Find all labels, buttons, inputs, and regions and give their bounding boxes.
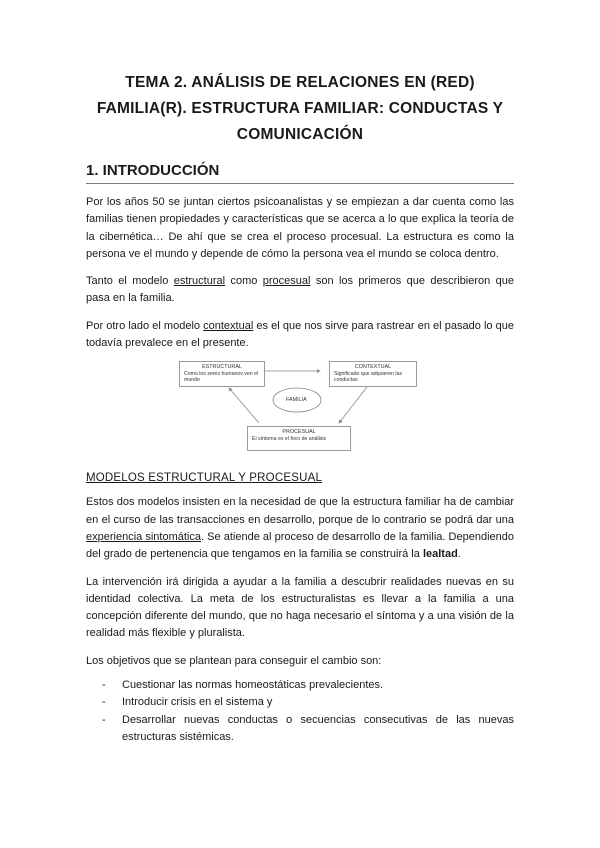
paragraph-3: [86, 318, 514, 353]
section-heading-modelos: MODELOS ESTRUCTURAL Y PROCESUAL: [86, 472, 323, 485]
procesual-text: El síntoma es el foco de análisis: [252, 435, 327, 442]
estructural-title: ESTRUCTURAL: [202, 364, 242, 371]
paragraph-2: [86, 273, 514, 308]
estructural-text: Como los seres humanos ven el mundo: [184, 370, 259, 384]
p2-underline-procesual: procesual: [262, 275, 311, 288]
paragraph-5: La intervención irá dirigida a ayudar a la familia a descubrir realidades nuevas en su identidad colectiva. La meta de los estructuralistas es llevar a la familia a una concepción diferente del mundo, que no haga necesario el síntoma y a una visión de la realidad más flexible y pluralista.: [86, 575, 514, 640]
contextual-text: Significado que adquieren las conductas: [334, 370, 403, 384]
list-item-text: Introducir crisis en el sistema y: [122, 696, 273, 709]
list-item-text: Cuestionar las normas homeostáticas prevalecientes.: [122, 679, 384, 692]
list-item: [86, 677, 514, 694]
title-line-3: COMUNICACIÓN: [236, 126, 364, 143]
paragraph-6: Los objetivos que se plantean para conseguir el cambio son:: [86, 654, 382, 667]
paragraph-4: [86, 494, 514, 563]
procesual-title: PROCESUAL: [282, 429, 316, 436]
title-line-1: TEMA 2. ANÁLISIS DE RELACIONES EN (RED): [125, 74, 475, 91]
p3-text-b: es el que nos sirve para rastrear en el pasado lo que todavía prevalece en el presente.: [86, 319, 514, 350]
paragraph-1: Por los años 50 se juntan ciertos psicoanalistas y se empiezan a dar cuenta como las familias tienen propiedades y características que se acerca a lo que explica la teoría de la cibernética… De ahí que se crea el proceso procesual. La estructura es como la persona ve el mundo y depende de cómo la persona vea el mundo se coloca dentro.: [86, 196, 514, 260]
section-heading-introduccion: 1. INTRODUCCIÓN: [86, 162, 514, 184]
p4-text-a: Estos dos modelos insisten en la necesidad de que la estructura familiar ha de cambiar en el curso de las transacciones en desarrollo, porque de lo contrario se podrá dar una: [86, 496, 514, 526]
document-title: [86, 70, 514, 148]
arrow-contextual-to-procesual: [339, 387, 367, 423]
p3-text-a: Por otro lado el modelo: [86, 319, 204, 332]
p3-underline-contextual: contextual: [203, 319, 254, 332]
list-dash: -: [102, 679, 106, 692]
list-item-text: Desarrollar nuevas conductas o secuencias consecutivas de las nuevas estructuras sistémicas.: [122, 713, 514, 743]
p4-text-b: . Se atiende al proceso de desarrollo de la familia. Dependiendo del grado de pertenencia que tengamos en la familia se construirá la: [86, 530, 514, 561]
p4-underline-experiencia: experiencia sintomática: [86, 530, 201, 543]
title-line-2: FAMILIA(R). ESTRUCTURA FAMILIAR: CONDUCTAS Y: [96, 100, 504, 117]
p4-text-c: .: [457, 548, 461, 561]
p2-underline-estructural: estructural: [173, 275, 226, 288]
arrow-procesual-to-estructural: [229, 388, 259, 423]
contextual-box: [329, 361, 417, 387]
list-item: [86, 712, 514, 747]
p2-text-c: son los primeros que describieron que pasa en la familia.: [86, 275, 515, 305]
list-dash: -: [102, 696, 106, 709]
p2-text-b: como: [225, 275, 263, 288]
p2-text-a: Tanto el modelo: [86, 275, 174, 288]
list-dash: -: [102, 713, 106, 726]
p4-bold-lealtad: lealtad: [422, 548, 458, 561]
familia-label: FAMILIA: [286, 397, 307, 404]
list-item: [86, 694, 514, 711]
estructural-box: [179, 361, 265, 387]
contextual-title: CONTEXTUAL: [354, 364, 392, 371]
objectives-list: [86, 677, 514, 746]
procesual-box: [247, 426, 351, 451]
models-diagram: [177, 359, 423, 454]
